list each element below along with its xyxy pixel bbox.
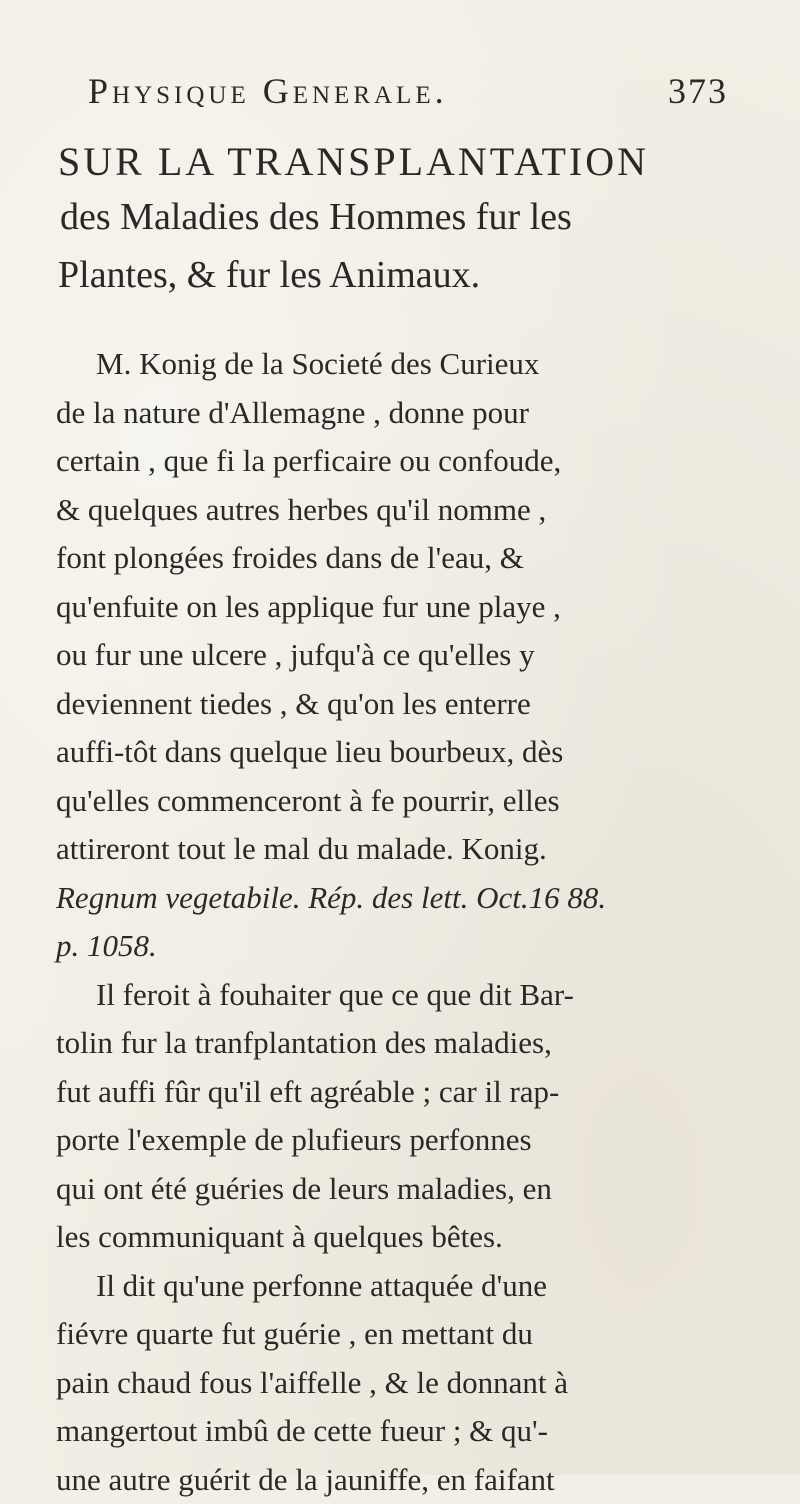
citation-line: p. 1058. (56, 922, 756, 971)
text-line: pain chaud fous l'aiffelle , & le donnant à (56, 1359, 756, 1408)
heading-line: des Maladies des Hommes fur les (58, 188, 758, 246)
text-line: Il feroit à fouhaiter que ce que dit Bar- (56, 971, 756, 1020)
text-line: mangertout imbû de cette fueur ; & qu'- (56, 1407, 756, 1456)
text-line: fiévre quarte fut guérie , en mettant du (56, 1310, 756, 1359)
page-number: 373 (668, 70, 728, 112)
text-line: certain , que fi la perficaire ou confoude, (56, 437, 756, 486)
text-line: auffi-tôt dans quelque lieu bourbeux, dès (56, 728, 756, 777)
heading-line: SUR LA TRANSPLANTATION (58, 136, 758, 188)
text-line: qu'elles commenceront à fe pourrir, elles (56, 777, 756, 826)
running-head-title: Physique Generale. (88, 70, 448, 112)
text-line: les communiquant à quelques bêtes. (56, 1213, 756, 1262)
text-line: deviennent tiedes , & qu'on les enterre (56, 680, 756, 729)
article-heading (58, 136, 758, 304)
text-line: & quelques autres herbes qu'il nomme , (56, 486, 756, 535)
text-line: attireront tout le mal du malade. Konig. (56, 825, 756, 874)
text-line: fut auffi fûr qu'il eft agréable ; car il rap- (56, 1068, 756, 1117)
text-line: font plongées froides dans de l'eau, & (56, 534, 756, 583)
text-line: ou fur une ulcere , jufqu'à ce qu'elles y (56, 631, 756, 680)
text-line: Il dit qu'une perfonne attaquée d'une (56, 1262, 756, 1311)
text-line: de la nature d'Allemagne , donne pour (56, 389, 756, 438)
citation-line: Regnum vegetabile. Rép. des lett. Oct.16 88. (56, 874, 756, 923)
heading-line: Plantes, & fur les Animaux. (58, 246, 758, 304)
text-line: M. Konig de la Societé des Curieux (56, 340, 756, 389)
text-line: qu'enfuite on les applique fur une playe , (56, 583, 756, 632)
article-body (56, 340, 756, 1504)
text-line: porte l'exemple de plufieurs perfonnes (56, 1116, 756, 1165)
running-head (88, 70, 728, 120)
text-line: une autre guérit de la jauniffe, en faifant (56, 1456, 756, 1504)
text-line: tolin fur la tranfplantation des maladies, (56, 1019, 756, 1068)
text-line: qui ont été guéries de leurs maladies, en (56, 1165, 756, 1214)
